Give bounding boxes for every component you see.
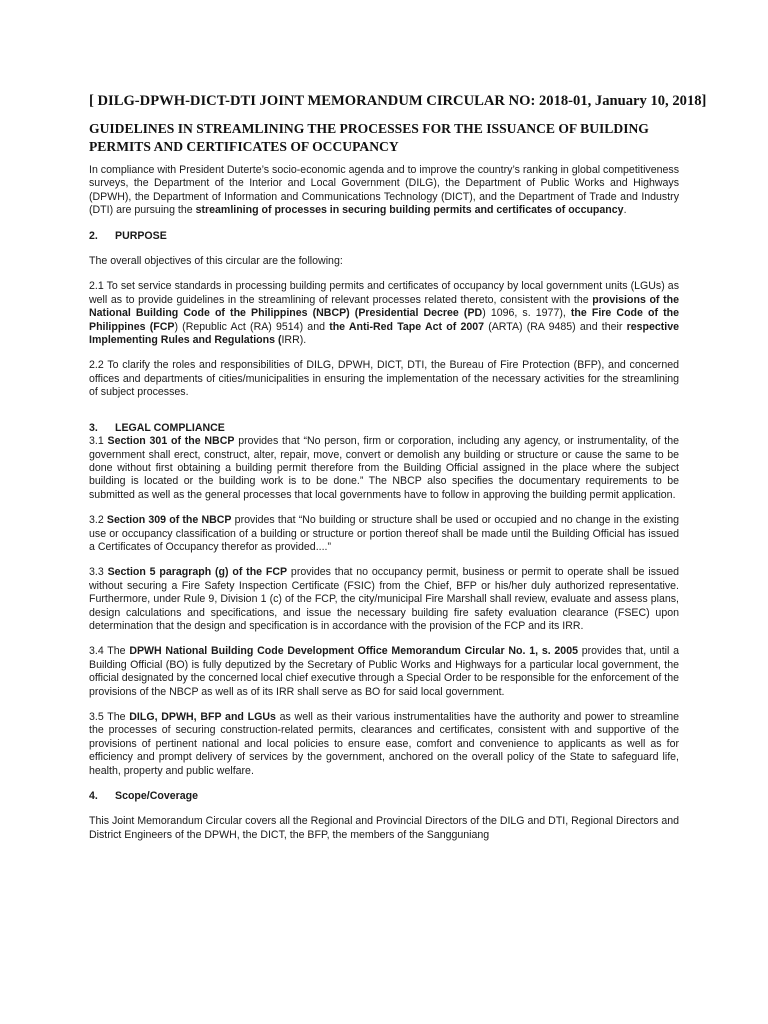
p21-text-4: (ARTA) (RA 9485) and their — [484, 320, 627, 333]
p34-bold: DPWH National Building Code Development Office Memorandum Circular No. 1, s. 2005 — [129, 645, 578, 658]
scope-paragraph: This Joint Memorandum Circular covers all the Regional and Provincial Directors of the DILG and DTI, Regional Directors and District Engineers of the DPWH, the DICT, the BFP, the members of the Sangguniang — [89, 815, 679, 841]
section-3-heading — [89, 422, 679, 435]
section-2-number: 2. — [89, 229, 98, 242]
spacer — [89, 400, 679, 422]
section-3-number: 3. — [89, 421, 98, 434]
section-3-title: LEGAL COMPLIANCE — [115, 421, 225, 434]
section-2-title: PURPOSE — [115, 229, 167, 242]
paragraph-3-3 — [89, 566, 679, 633]
p33-lead: 3.3 — [89, 566, 108, 579]
intro-end: . — [623, 204, 627, 217]
p21-text-1: 2.1 To set service standards in processing building permits and certificates of occupancy by local government units (LGUs) as well as to provide guidelines in the streamlining of relevant processes related thereto, consistent with the — [89, 280, 679, 306]
purpose-lead: The overall objectives of this circular are the following: — [89, 255, 343, 268]
section-4-title: Scope/Coverage — [115, 790, 199, 803]
p33-text: provides that no occupancy permit, business or permit to operate shall be issued without securing a Fire Safety Inspection Certificate (FSIC) from the Chief, BFP or his/her duly authorized representative. Furthermore, under Rule 9, Division 1 (c) of the FCP, the city/municipal Fire Marshall shall review, evaluate and assess plans, design calculations and specifications, and issue the necessary building fire safety evaluation clearance (FSEC) upon determination that the design and specification is in accordance with the provision of the FCP and its IRR. — [89, 566, 679, 632]
p21-text-5: IRR). — [281, 334, 307, 347]
spacer — [89, 243, 679, 255]
section-4-heading — [89, 790, 679, 803]
p31-text: provides that “No person, firm or corporation, including any agency, or instrumentality, of the government shall erect, construct, alter, repair, move, convert or demolish any building or structure or cause the same to be done without first obtaining a building permit therefore from the Building Official assigned in the place where the subject building is located or the building work is to be done.” The NBCP also specifies the documentary requirements to be submitted as well as the general processes that local governments have to follow in approving the building permit application. — [89, 435, 680, 501]
intro-paragraph — [89, 164, 679, 218]
paragraph-3-5 — [89, 711, 679, 778]
document-title: GUIDELINES IN STREAMLINING THE PROCESSES FOR THE ISSUANCE OF BUILDING PERMITS AND CERTIFICATES OF OCCUPANCY — [89, 121, 649, 154]
circular-header: [ DILG-DPWH-DICT-DTI JOINT MEMORANDUM CIRCULAR NO: 2018-01, January 10, 2018] — [89, 93, 707, 109]
spacer — [89, 502, 679, 514]
p21-bold-3: the Anti-Red Tape Act of 2007 — [329, 320, 485, 333]
intro-text: In compliance with President Duterte’s socio-economic agenda and to improve the country’s ranking in global competitiveness surveys, the Department of the Interior and Local Government (DILG), the Department of Public Works and Highways (DPWH), the Department of Information and Communications Technology (DICT), and the Department of Trade and Industry (DTI) are pursuing the — [89, 164, 679, 217]
intro-bold: streamlining of processes in securing building permits and certificates of occupancy — [195, 204, 624, 217]
spacer — [89, 633, 679, 645]
spacer — [89, 699, 679, 711]
paragraph-3-4 — [89, 645, 679, 699]
section-2-heading — [89, 230, 679, 243]
p34-lead: 3.4 The — [89, 645, 130, 658]
p35-text: as well as their various instrumentalities have the authority and power to streamline the processes of securing construction-related permits, clearances and certificates, consistent with and supportive of the provisions of pertinent national and local policies to ensure ease, comfort and convenience to applicants as well as for efficiency and prompt delivery of services by the government, anchored on the overall policy of the State to safeguard life, health, property and public welfare. — [89, 711, 679, 777]
p35-bold: DILG, DPWH, BFP and LGUs — [129, 711, 276, 723]
section-4-number: 4. — [89, 790, 98, 803]
p31-bold: Section 301 of the NBCP — [107, 435, 235, 448]
paragraph-3-2 — [89, 514, 679, 554]
p21-bold-4: respective Implementing Rules and Regulations ( — [89, 320, 680, 347]
p21-bold-2: the Fire Code of the Philippines (FCP — [89, 307, 679, 333]
spacer — [89, 778, 679, 790]
p21-text-3: ) (Republic Act (RA) 9514) and — [174, 320, 330, 333]
p21-text-2: ) 1096, s. 1977), — [482, 307, 571, 320]
p33-bold: Section 5 paragraph (g) of the FCP — [107, 566, 288, 579]
p34-text: provides that, until a Building Official (BO) is fully deputized by the Secretary of Public Works and Highways for a particular local government, the official designated by the concerned local chief executive through a Special Order to be responsible for the enforcement of the provisions of the NBCP as well as of its IRR shall serve as BO for said local government. — [89, 645, 679, 698]
paragraph-2-2: 2.2 To clarify the roles and responsibilities of DILG, DPWH, DICT, DTI, the Bureau of Fire Protection (BFP), and concerned offices and departments of cities/municipalities in ensuring the implementation of the necessary activities for the streamlining of subject processes. — [89, 359, 679, 399]
p32-text: provides that “No building or structure shall be used or occupied and no change in the existing use or occupancy classification of a building or structure or portion thereof shall be made until the Building Official has issued a Certificates of Occupancy therefor as provided....” — [89, 514, 679, 553]
p31-lead: 3.1 — [89, 435, 108, 448]
paragraph-3-1 — [89, 435, 679, 502]
spacer — [89, 347, 679, 359]
p32-bold: Section 309 of the NBCP — [106, 514, 232, 527]
spacer — [89, 803, 679, 815]
spacer — [89, 268, 679, 280]
paragraph-2-1 — [89, 280, 679, 347]
p35-lead: 3.5 The — [89, 711, 130, 723]
p32-lead: 3.2 — [89, 514, 107, 527]
spacer — [89, 554, 679, 566]
p21-bold-1: provisions of the National Building Code of the Philippines (NBCP) (Presidential Decree (PD — [89, 293, 679, 320]
